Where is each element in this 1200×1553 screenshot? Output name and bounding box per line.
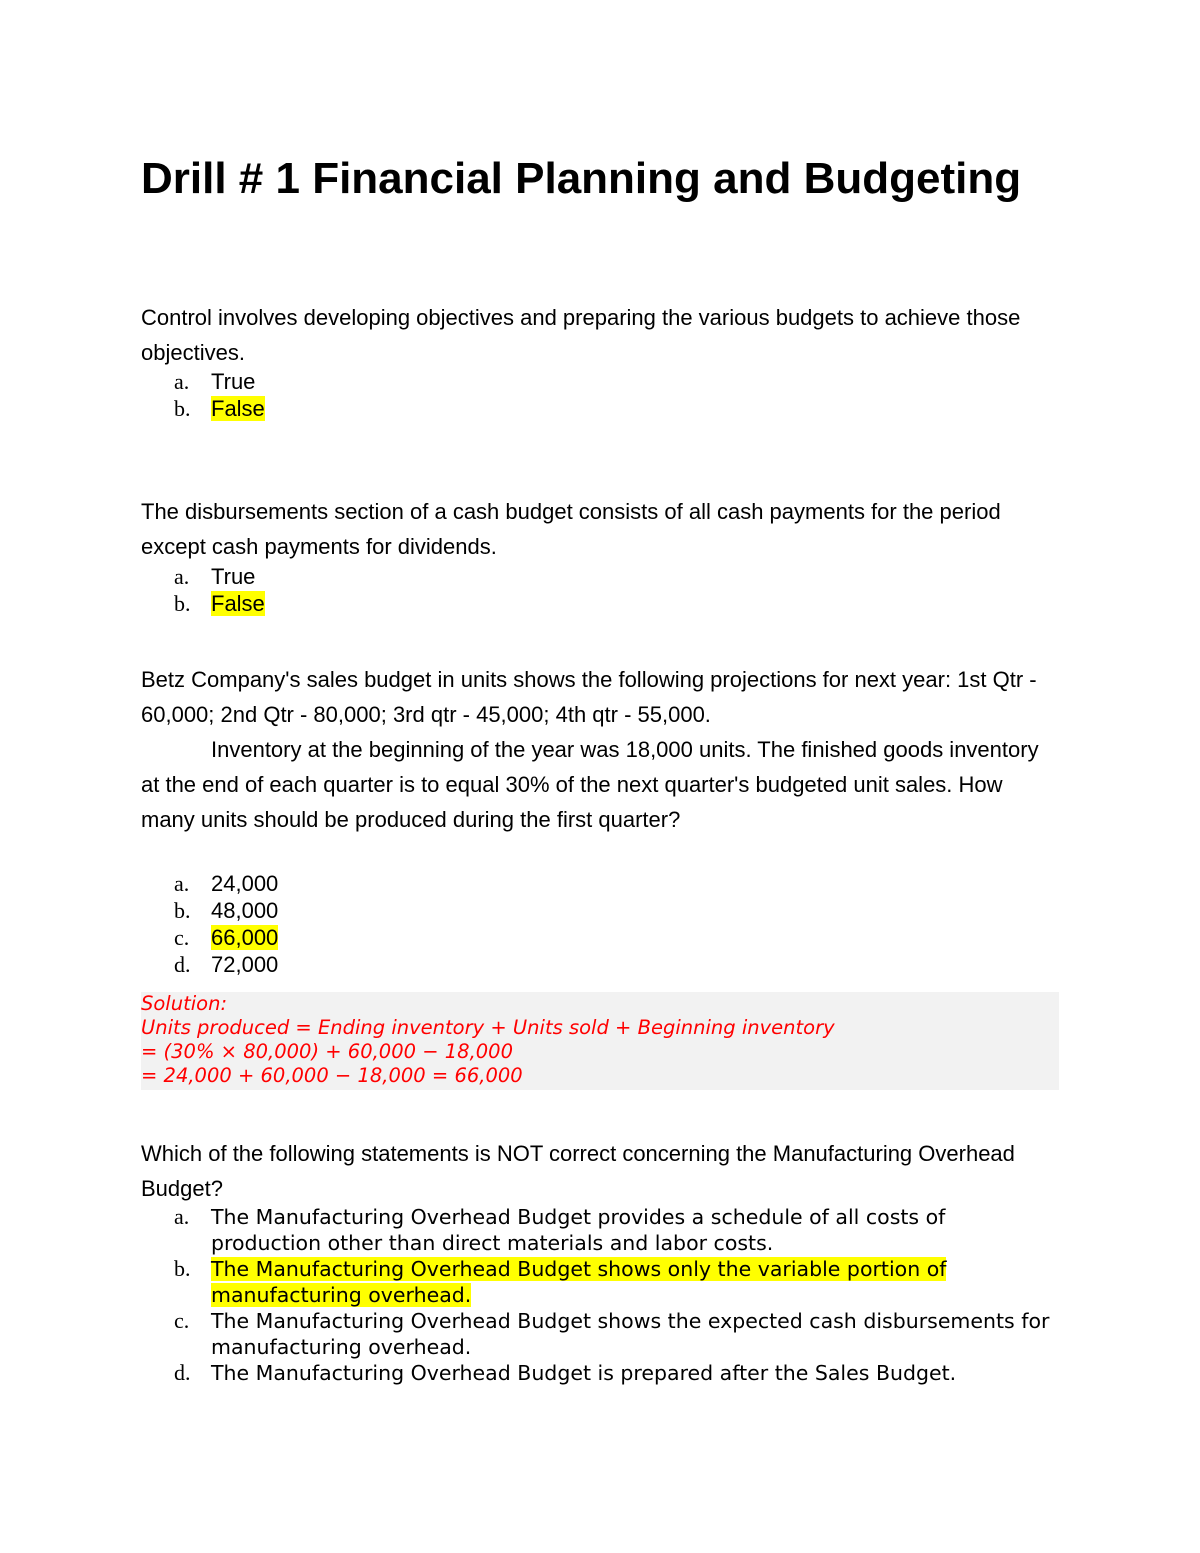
document-title: Drill # 1 Financial Planning and Budgeting — [141, 154, 1022, 203]
option-letter: d. — [174, 952, 191, 977]
option-letter: a. — [174, 564, 190, 589]
option-text-highlighted: The Manufacturing Overhead Budget shows only the variable portion of manufacturing overhead. — [211, 1257, 947, 1307]
option-letter: c. — [174, 925, 190, 950]
option-text-highlighted: 66,000 — [211, 925, 279, 950]
option-text: True — [211, 369, 256, 394]
option-letter: b. — [174, 898, 191, 923]
option-letter: c. — [174, 1308, 190, 1333]
question-2-text: The disbursements section of a cash budget consists of all cash payments for the period except cash payments for dividends. — [141, 499, 1001, 559]
option-text: The Manufacturing Overhead Budget is prepared after the Sales Budget. — [211, 1361, 957, 1385]
option-text-highlighted: False — [211, 396, 265, 421]
question-4-text: Which of the following statements is NOT correct concerning the Manufacturing Overhead Budget? — [141, 1141, 1015, 1201]
option-item — [141, 395, 1061, 422]
option-item — [141, 590, 1061, 617]
question-1-options — [141, 368, 1061, 422]
option-text: True — [211, 564, 256, 589]
option-text: 72,000 — [211, 952, 279, 977]
option-item — [141, 1204, 1061, 1256]
option-letter: a. — [174, 1204, 190, 1229]
question-3-line2: Inventory at the beginning of the year was 18,000 units. The finished goods inventory at the end of each quarter is to equal 30% of the next quarter's budgeted unit sales. How many units should be produced during the first quarter? — [141, 737, 1039, 832]
solution-line: = (30% × 80,000) + 60,000 − 18,000 — [141, 1040, 513, 1063]
solution-line: Units produced = Ending inventory + Units sold + Beginning inventory — [141, 1016, 835, 1039]
option-text: The Manufacturing Overhead Budget shows the expected cash disbursements for manufacturing overhead. — [211, 1309, 1050, 1359]
question-3-text — [141, 662, 1061, 837]
option-item — [141, 1256, 1061, 1308]
option-letter: b. — [174, 591, 191, 616]
option-text: 24,000 — [211, 871, 279, 896]
option-item — [141, 924, 1061, 951]
question-3-options — [141, 870, 1061, 978]
option-letter: d. — [174, 1360, 191, 1385]
option-text: 48,000 — [211, 898, 279, 923]
question-1-text: Control involves developing objectives and preparing the various budgets to achieve those objectives. — [141, 305, 1021, 365]
option-item — [141, 870, 1061, 897]
option-item — [141, 563, 1061, 590]
option-text: The Manufacturing Overhead Budget provides a schedule of all costs of production other than direct materials and labor costs. — [211, 1205, 946, 1255]
option-item — [141, 951, 1061, 978]
option-letter: b. — [174, 1256, 191, 1281]
option-item — [141, 1360, 1061, 1386]
option-letter: a. — [174, 871, 190, 896]
option-letter: a. — [174, 369, 190, 394]
solution-box — [141, 992, 1059, 1090]
question-4-options — [141, 1204, 1061, 1386]
option-item — [141, 897, 1061, 924]
option-item — [141, 1308, 1061, 1360]
option-text-highlighted: False — [211, 591, 265, 616]
option-letter: b. — [174, 396, 191, 421]
solution-line: = 24,000 + 60,000 − 18,000 = 66,000 — [141, 1064, 523, 1087]
solution-heading: Solution: — [141, 992, 228, 1015]
option-item — [141, 368, 1061, 395]
question-2-options — [141, 563, 1061, 617]
question-3-line1: Betz Company's sales budget in units shows the following projections for next year: 1st Qtr - 60,000; 2nd Qtr - 80,000; 3rd qtr - 45,000; 4th qtr - 55,000. — [141, 667, 1037, 727]
